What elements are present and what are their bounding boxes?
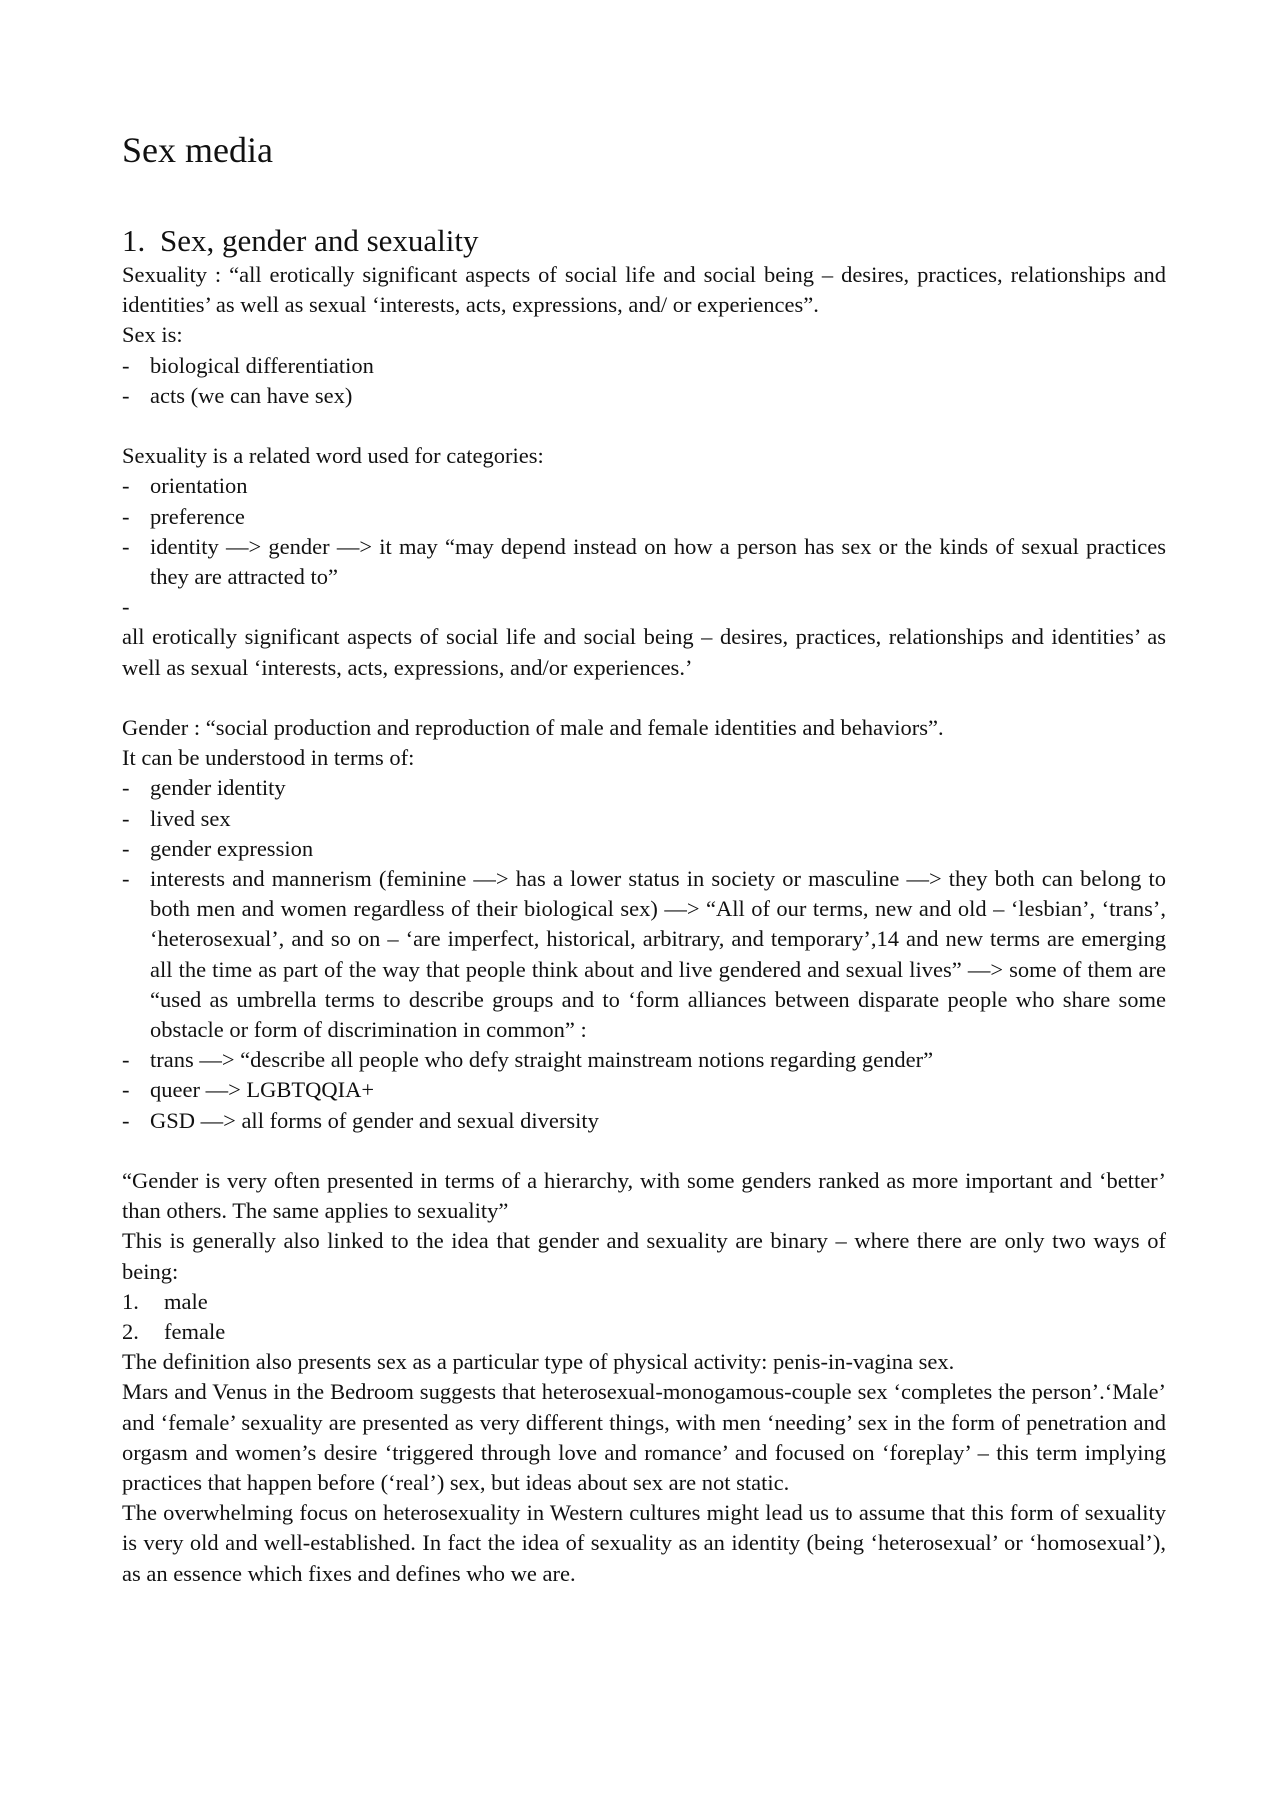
list-number: 2. [122,1319,139,1345]
list-item: - acts (we can have sex) [122,381,1166,411]
list-item: 1. male [122,1287,1166,1317]
list-item: - interests and mannerism (feminine —> has a lower status in society or masculine —> they both can belong to both men and women regardless of their biological sex) —> “All of our terms, new and old – ‘lesbian’, ‘trans’, ‘heterosexual’, and so on – ‘are imperfect, historical, arbitrary, and temporary’,14 and new terms are emerging all the time as part of the way that people think about and live gendered and sexual lives” —> some of them are “used as umbrella terms to describe groups and to ‘form alliances between disparate people who share some obstacle or form of discrimination in common” : [122,866,1166,1043]
gender-list [122,773,1166,1135]
dash-bullet: - [122,473,130,499]
list-item: - preference [122,502,1166,532]
understood-label: It can be understood in terms of: [122,745,415,771]
sexuality-category-list [122,471,1166,622]
document-page [122,128,1166,1589]
dash-bullet: - [122,594,130,620]
list-item: - GSD —> all forms of gender and sexual diversity [122,1106,1166,1136]
section-heading-text: Sex, gender and sexuality [160,223,479,258]
dash-bullet: - [122,866,130,892]
list-number: 1. [122,1288,139,1314]
sex-list [122,351,1166,411]
list-item [122,592,1166,622]
binary-list [122,1287,1166,1347]
list-item: - orientation [122,471,1166,501]
list-item: - biological differentiation [122,351,1166,381]
blank-line [122,683,1166,713]
dash-bullet: - [122,1077,130,1103]
dash-bullet: - [122,835,130,861]
hierarchy-quote: “Gender is very often presented in terms of a hierarchy, with some genders ranked as more important and ‘better’ than others. The same applies to sexuality” [122,1168,1166,1224]
mars-venus-paragraph: Mars and Venus in the Bedroom suggests that heterosexual-monogamous-couple sex ‘completes the person’.‘Male’ and ‘female’ sexuality are presented as very different things, with men ‘needing’ sex in the form of penetration and orgasm and women’s desire ‘triggered through love and romance’ and focused on ‘foreplay’ – this term implying practices that happen before (‘real’) sex, but ideas about sex are not static. [122,1379,1166,1496]
dash-bullet: - [122,382,130,408]
list-item: - lived sex [122,804,1166,834]
list-item: 2. female [122,1317,1166,1347]
list-item: - gender expression [122,834,1166,864]
dash-bullet: - [122,1047,130,1073]
list-item: - queer —> LGBTQQIA+ [122,1075,1166,1105]
dash-bullet: - [122,533,130,559]
overwhelming-focus-paragraph: The overwhelming focus on heterosexuality in Western cultures might lead us to assume that this form of sexuality is very old and well-established. In fact the idea of sexuality as an identity (being ‘heterosexual’ or ‘homosexual’), as an essence which fixes and defines who we are. [122,1500,1166,1586]
dash-bullet: - [122,503,130,529]
list-item: - trans —> “describe all people who defy straight mainstream notions regarding gender” [122,1045,1166,1075]
sexuality-related-label: Sexuality is a related word used for categories: [122,443,544,469]
binary-paragraph: This is generally also linked to the idea that gender and sexuality are binary – where there are only two ways of being: [122,1228,1166,1284]
gender-definition: Gender : “social production and reproduction of male and female identities and behaviors”. [122,715,944,741]
dash-bullet: - [122,805,130,831]
list-item: - gender identity [122,773,1166,803]
dash-bullet: - [122,1107,130,1133]
blank-line [122,1136,1166,1166]
erotic-aspects-paragraph: all erotically significant aspects of social life and social being – desires, practices, relationships and identities’ as well as sexual ‘interests, acts, expressions, and/or experiences.’ [122,624,1166,680]
sex-is-label: Sex is: [122,322,183,348]
dash-bullet: - [122,352,130,378]
dash-bullet: - [122,775,130,801]
list-item: - identity —> gender —> it may “may depend instead on how a person has sex or the kinds of sexual practices they are attracted to” [122,533,1166,590]
sexuality-definition: Sexuality : “all erotically significant aspects of social life and social being – desires, practices, relationships and identities’ as well as sexual ‘interests, acts, expressions, and/ or experiences”. [122,262,1166,318]
document-title: Sex media [122,130,273,170]
blank-line [122,411,1166,441]
definition-paragraph: The definition also presents sex as a particular type of physical activity: penis-in-vagina sex. [122,1349,955,1375]
section-number: 1. [122,223,146,258]
section-heading [122,222,1166,260]
